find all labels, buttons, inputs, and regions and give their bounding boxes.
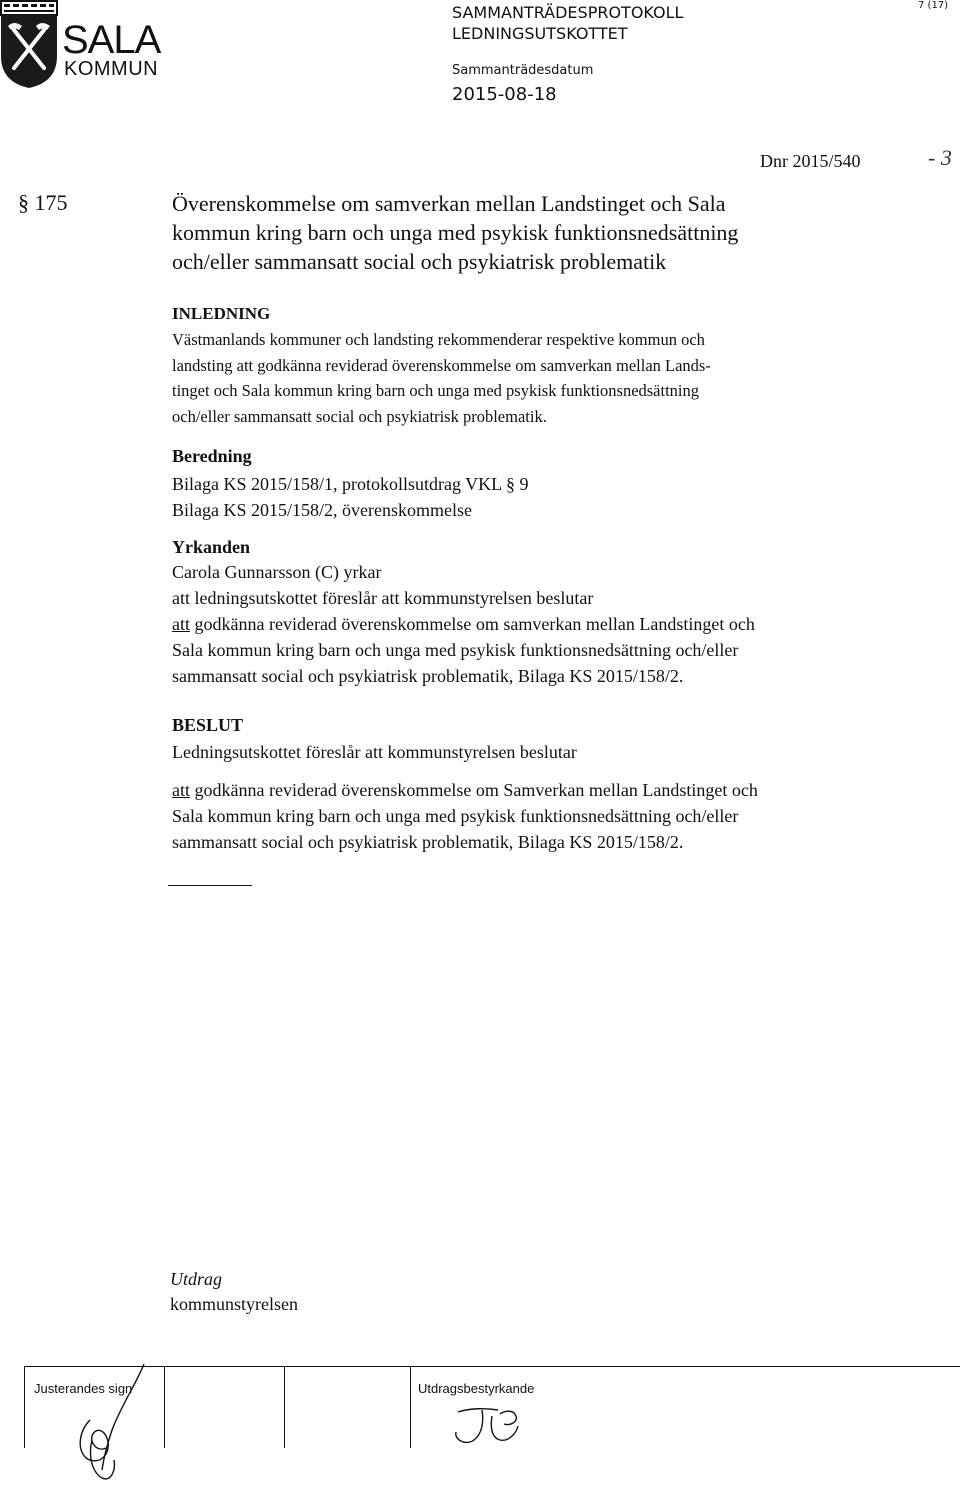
protocol-type: SAMMANTRÄDESPROTOKOLL	[452, 3, 684, 22]
justerandes-sign-label: Justerandes sign	[34, 1381, 133, 1396]
inledning-text	[172, 327, 892, 429]
beslut-line: sammansatt social och psykiatrisk problematik, Bilaga KS 2015/158/2.	[172, 832, 684, 852]
page-number: 7 (17)	[918, 0, 949, 11]
att-keyword: att	[172, 614, 190, 634]
footer-divider	[164, 1366, 165, 1448]
end-divider	[168, 885, 252, 886]
inledning-line: och/eller sammansatt social och psykiatrisk problematik.	[172, 406, 547, 426]
section-title-line: Överenskommelse om samverkan mellan Landstinget och Sala	[172, 191, 726, 216]
inledning-heading: INLEDNING	[172, 304, 271, 323]
beslut-line: Sala kommun kring barn och unga med psykisk funktionsnedsättning och/eller	[172, 806, 739, 826]
beslut-text	[172, 777, 912, 855]
section-title-line: och/eller sammansatt social och psykiatrisk problematik	[172, 249, 667, 274]
yrkanden-text	[172, 559, 912, 689]
handwritten-signature-certifier	[446, 1394, 536, 1454]
utdragsbestyrkande-label: Utdragsbestyrkande	[418, 1381, 535, 1396]
inledning-line: landsting att godkänna reviderad överenskommelse om samverkan mellan Lands-	[172, 355, 711, 375]
yrkanden-line: Carola Gunnarsson (C) yrkar	[172, 562, 382, 582]
handwritten-mark: - 3	[928, 145, 952, 170]
att-keyword: att	[172, 780, 190, 800]
yrkanden-line: att ledningsutskottet föreslår att kommunstyrelsen beslutar	[172, 588, 594, 608]
crest-icon	[0, 0, 60, 90]
logo-subtitle: KOMMUN	[64, 58, 159, 80]
section-title	[172, 189, 932, 276]
yrkanden-att-line	[172, 611, 912, 637]
beslut-heading: BESLUT	[172, 715, 244, 735]
sala-kommun-logo	[0, 0, 160, 90]
yrkanden-line: Sala kommun kring barn och unga med psykisk funktionsnedsättning och/eller	[172, 640, 739, 660]
yrkanden-heading: Yrkanden	[172, 537, 251, 557]
beredning-text	[172, 471, 892, 523]
dnr-number: Dnr 2015/540	[760, 151, 861, 171]
footer-divider	[284, 1366, 285, 1448]
utdrag-label: Utdrag	[170, 1269, 223, 1289]
committee-name: LEDNINGSUTSKOTTET	[452, 24, 628, 43]
paragraph-number: § 175	[18, 190, 68, 215]
beredning-line: Bilaga KS 2015/158/1, protokollsutdrag VKL § 9	[172, 474, 529, 494]
meeting-date: 2015-08-18	[452, 84, 557, 105]
utdrag-recipient: kommunstyrelsen	[170, 1294, 298, 1314]
section-title-line: kommun kring barn och unga med psykisk funktionsnedsättning	[172, 220, 739, 245]
beslut-att-rest: godkänna reviderad överenskommelse om Samverkan mellan Landstinget och	[190, 780, 758, 800]
yrkanden-att-rest: godkänna reviderad överenskommelse om samverkan mellan Landstinget och	[190, 614, 755, 634]
handwritten-signature-initials	[58, 1360, 158, 1480]
meeting-date-label: Sammanträdesdatum	[452, 63, 594, 78]
beredning-line: Bilaga KS 2015/158/2, överenskommelse	[172, 500, 472, 520]
beredning-heading: Beredning	[172, 446, 252, 466]
inledning-line: Västmanlands kommuner och landsting rekommenderar respektive kommun och	[172, 330, 705, 349]
beslut-intro: Ledningsutskottet föreslår att kommunstyrelsen beslutar	[172, 742, 577, 762]
beslut-att-line	[172, 777, 912, 803]
logo-name: SALA	[62, 18, 161, 62]
inledning-line: tinget och Sala kommun kring barn och unga med psykisk funktionsnedsättning	[172, 381, 700, 400]
footer-divider	[24, 1366, 25, 1448]
yrkanden-line: sammansatt social och psykiatrisk problematik, Bilaga KS 2015/158/2.	[172, 666, 684, 686]
footer-divider	[410, 1366, 411, 1448]
